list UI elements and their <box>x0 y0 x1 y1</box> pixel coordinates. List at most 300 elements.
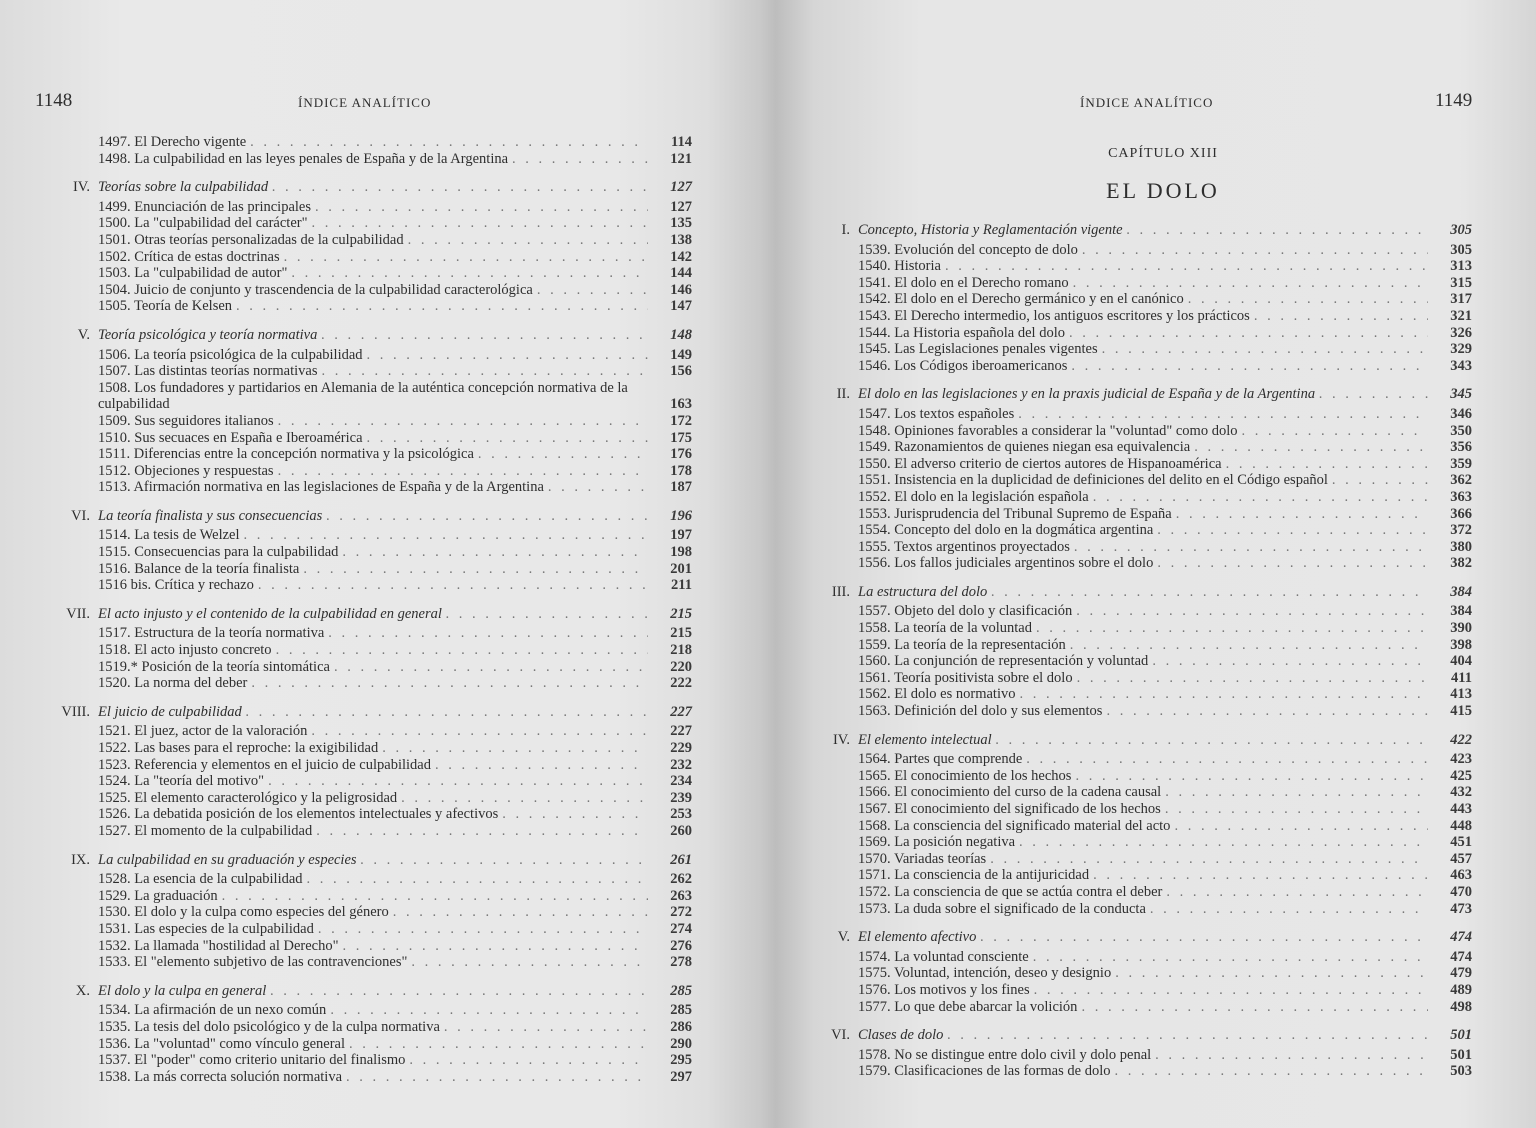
entry-text <box>98 642 272 659</box>
entry-text <box>98 479 544 496</box>
entry-title: El "elemento subjetivo de las contravenciones" <box>134 954 408 971</box>
entry-number: 1522. <box>98 740 131 756</box>
section-title-wrap <box>98 179 648 196</box>
entry-text <box>858 801 1161 818</box>
entry-text-wrap <box>98 561 648 578</box>
entry-title: Las distintas teorías normativas <box>134 363 318 380</box>
entry-title: La teoría psicológica de la culpabilidad <box>134 346 363 363</box>
entry-text-wrap <box>858 999 1428 1016</box>
index-entry <box>52 215 692 232</box>
index-entry <box>52 446 692 463</box>
entry-page: 127 <box>670 198 692 215</box>
entry-page: 321 <box>1450 307 1472 324</box>
section-numeral: VI. <box>71 507 90 524</box>
index-entry <box>812 1063 1472 1080</box>
dot-leader <box>1082 242 1428 259</box>
entry-text <box>858 291 1184 308</box>
entry-title: El "poder" como criterio unitario del finalismo <box>134 1052 406 1069</box>
index-section <box>52 606 692 692</box>
section-numeral: V. <box>77 326 90 343</box>
entry-page: 443 <box>1450 801 1472 817</box>
dot-leader <box>1093 867 1428 884</box>
entry-page: 479 <box>1450 965 1472 982</box>
entry-text-wrap <box>98 265 648 282</box>
index-entry <box>52 1052 692 1069</box>
dot-leader <box>276 642 648 659</box>
entry-page: 176 <box>670 446 692 463</box>
entry-number: 1506. <box>98 346 131 363</box>
dot-leader <box>1319 386 1428 403</box>
entry-text-wrap <box>98 151 648 168</box>
entry-title: Teoría de Kelsen <box>134 298 233 315</box>
entry-text <box>858 784 1161 801</box>
entry-title: Enunciación de las principales <box>134 198 312 215</box>
entry-number: 1523. <box>98 756 131 773</box>
entry-number: 1565. <box>858 767 891 784</box>
entry-text <box>858 555 1153 572</box>
entry-text <box>858 439 1190 456</box>
section-heading <box>812 732 1472 749</box>
dot-leader <box>1036 620 1428 637</box>
entry-number: 1498. <box>98 150 131 167</box>
index-entry <box>812 999 1472 1016</box>
entry-title: El dolo es normativo <box>894 686 1016 703</box>
entry-title: El conocimiento del curso de la cadena causal <box>894 784 1162 801</box>
dot-leader <box>284 249 648 266</box>
section-title: El elemento afectivo <box>858 929 977 946</box>
entry-title: El dolo en el Derecho romano <box>894 274 1069 291</box>
entry-text <box>98 1052 405 1069</box>
dot-leader <box>1241 423 1428 440</box>
index-entry <box>52 282 692 299</box>
entry-title: La voluntad consciente <box>894 948 1029 965</box>
index-entry <box>52 773 692 790</box>
running-head: ÍNDICE ANALÍTICO <box>298 95 432 110</box>
entry-text <box>858 308 1250 325</box>
index-entry <box>52 904 692 921</box>
section-title: Teoría psicológica y teoría normativa <box>98 326 318 343</box>
entry-page: 262 <box>670 871 692 888</box>
entry-number: 1533. <box>98 954 131 971</box>
entry-text-wrap <box>98 413 648 430</box>
entry-title: La norma del deber <box>134 675 248 692</box>
entry-title: Objeto del dolo y clasificación <box>894 603 1073 620</box>
entry-page: 470 <box>1450 883 1472 900</box>
entry-page: 260 <box>670 822 692 839</box>
entry-text <box>98 823 312 840</box>
dot-leader <box>502 806 648 823</box>
entry-page: 156 <box>670 363 692 380</box>
entry-text-wrap <box>98 642 648 659</box>
dot-leader <box>996 732 1428 749</box>
index-section <box>812 222 1472 374</box>
entry-text-wrap <box>858 258 1428 275</box>
entry-title: Evolución del concepto de dolo <box>894 241 1078 258</box>
index-entry <box>812 884 1472 901</box>
section-heading <box>52 606 692 623</box>
entry-text-wrap <box>98 544 648 561</box>
entry-title: El dolo y la culpa como especies del género <box>134 904 389 921</box>
entry-number: 1497. <box>98 134 131 150</box>
entry-text <box>858 275 1069 292</box>
entry-text <box>98 151 508 168</box>
dot-leader <box>382 740 648 757</box>
section-numeral: I. <box>841 222 850 238</box>
entry-title: La tesis del dolo psicológico y de la culpa normativa <box>134 1018 440 1035</box>
index-entry <box>812 818 1472 835</box>
entry-title: Partes que comprende <box>894 751 1023 768</box>
dot-leader <box>312 215 648 232</box>
entry-text-wrap <box>98 1002 648 1019</box>
entry-title: La "culpabilidad del carácter" <box>134 215 308 232</box>
dot-leader <box>512 151 648 168</box>
section-title: Teorías sobre la culpabilidad <box>98 179 269 196</box>
entry-text-wrap <box>858 818 1428 835</box>
entry-page: 451 <box>1450 834 1472 851</box>
dot-leader <box>258 577 648 594</box>
entry-title: Los motivos y los fines <box>894 981 1030 998</box>
index-entry <box>52 265 692 282</box>
dot-leader <box>990 851 1428 868</box>
entry-page: 384 <box>1450 603 1472 620</box>
entry-page: 142 <box>670 248 692 265</box>
entry-title: El momento de la culpabilidad <box>134 822 313 839</box>
index-entry <box>52 561 692 578</box>
dot-leader <box>367 430 648 447</box>
index-entry <box>812 1047 1472 1064</box>
index-list <box>812 222 1472 1080</box>
entry-title: Historia <box>894 258 941 275</box>
entry-number: 1576. <box>858 981 891 998</box>
entry-page: 198 <box>670 544 692 561</box>
entry-number: 1573. <box>858 900 891 917</box>
entry-text-wrap <box>98 1069 648 1086</box>
entry-text-wrap <box>858 539 1428 556</box>
chapter-label: CAPÍTULO XIII <box>1108 146 1218 161</box>
entry-text <box>858 358 1067 375</box>
entry-page: 503 <box>1450 1063 1472 1080</box>
entry-text <box>98 938 339 955</box>
entry-text-wrap <box>98 232 648 249</box>
entry-text <box>858 867 1089 884</box>
entry-number: 1579. <box>858 1063 891 1080</box>
entry-title: Sus seguidores italianos <box>134 412 274 429</box>
index-entry <box>812 867 1472 884</box>
entry-text-wrap <box>98 298 648 315</box>
entry-page: 146 <box>670 281 692 298</box>
entry-number: 1526. <box>98 806 131 823</box>
section-numeral: IV. <box>72 179 90 196</box>
entry-page: 463 <box>1450 867 1472 884</box>
entry-page: 346 <box>1450 405 1472 422</box>
index-entry <box>52 757 692 774</box>
index-section <box>52 704 692 840</box>
section-numeral: IV. <box>832 731 850 748</box>
entry-text <box>858 489 1089 506</box>
entry-text <box>98 527 240 544</box>
entry-text-wrap <box>858 703 1428 720</box>
entry-title: La duda sobre el significado de la conducta <box>894 900 1146 917</box>
entry-title: No se distingue entre dolo civil y dolo penal <box>894 1046 1152 1063</box>
entry-text <box>98 134 246 151</box>
entry-title: La consciencia de la antijuricidad <box>894 867 1090 884</box>
index-entry <box>812 784 1472 801</box>
index-entry <box>52 888 692 905</box>
entry-page: 144 <box>670 265 692 282</box>
section-page: 127 <box>670 179 692 196</box>
entry-title: Objeciones y respuestas <box>134 462 274 479</box>
entry-title: La esencia de la culpabilidad <box>134 871 303 888</box>
entry-text-wrap <box>98 938 648 955</box>
entry-number: 1554. <box>858 522 891 539</box>
entry-text-wrap <box>858 982 1428 999</box>
dot-leader <box>1176 506 1428 523</box>
entry-page: 366 <box>1450 505 1472 522</box>
dot-leader <box>1174 818 1428 835</box>
entry-title: Opiniones favorables a considerar la "voluntad" como dolo <box>894 422 1238 439</box>
entry-number: 1516. <box>98 560 131 577</box>
index-entry <box>812 965 1472 982</box>
entry-page: 305 <box>1450 241 1472 258</box>
dot-leader <box>411 954 648 971</box>
entry-number: 1510. <box>98 429 131 446</box>
entry-text <box>858 325 1065 342</box>
entry-text-wrap <box>858 358 1428 375</box>
dot-leader <box>1157 555 1428 572</box>
index-entry <box>52 1002 692 1019</box>
dot-leader <box>1033 949 1428 966</box>
entry-title: Crítica de estas doctrinas <box>134 248 280 265</box>
entry-page: 234 <box>670 773 692 790</box>
entry-number: 1516 bis. <box>98 577 152 594</box>
entry-title: El Derecho vigente <box>134 134 247 150</box>
section-heading <box>52 983 692 1000</box>
dot-leader <box>278 413 648 430</box>
entry-text <box>98 675 247 692</box>
section-title-wrap <box>858 584 1428 601</box>
entry-text <box>98 413 274 430</box>
index-entry <box>812 555 1472 572</box>
entry-title: El Derecho intermedio, los antiguos escritores y los prácticos <box>894 307 1250 324</box>
dot-leader <box>1019 686 1428 703</box>
dot-leader <box>1155 1047 1428 1064</box>
entry-text-wrap <box>98 1036 648 1053</box>
dot-leader <box>250 134 648 151</box>
entry-page: 457 <box>1450 850 1472 867</box>
dot-leader <box>1152 653 1428 670</box>
dot-leader <box>311 723 648 740</box>
index-section <box>52 134 692 167</box>
dot-leader <box>303 561 648 578</box>
entry-text-wrap <box>98 740 648 757</box>
index-entry <box>52 413 692 430</box>
entry-number: 1515. <box>98 544 131 561</box>
entry-number: 1550. <box>858 455 891 472</box>
section-title-wrap <box>858 222 1428 239</box>
entry-page: 363 <box>1450 488 1472 505</box>
entry-title: La teoría de la voluntad <box>894 620 1032 637</box>
section-page: 227 <box>670 703 692 720</box>
entry-text <box>98 199 311 216</box>
dot-leader <box>1166 884 1428 901</box>
entry-number: 1572. <box>858 883 891 900</box>
entry-text-wrap <box>98 430 648 447</box>
dot-leader <box>446 606 648 623</box>
section-title: El dolo y la culpa en general <box>98 982 267 999</box>
entry-text <box>858 818 1170 835</box>
entry-text-wrap <box>98 625 648 642</box>
entry-text <box>858 506 1172 523</box>
entry-number: 1528. <box>98 871 131 888</box>
entry-text-wrap <box>858 949 1428 966</box>
dot-leader <box>326 508 648 525</box>
dot-leader <box>346 1069 648 1086</box>
entry-text-wrap <box>858 406 1428 423</box>
entry-text-wrap <box>858 784 1428 801</box>
entry-page: 211 <box>671 577 692 594</box>
entry-page: 411 <box>1451 669 1472 686</box>
index-entry <box>812 949 1472 966</box>
entry-page: 276 <box>670 937 692 954</box>
index-entry <box>52 1019 692 1036</box>
index-entry <box>52 675 692 692</box>
dot-leader <box>1075 768 1428 785</box>
entry-title: La teoría de la representación <box>894 636 1066 653</box>
entry-text <box>858 901 1146 918</box>
entry-number: 1552. <box>858 488 891 505</box>
entry-text <box>98 347 363 364</box>
entry-text <box>858 670 1073 687</box>
entry-text <box>98 463 274 480</box>
entry-text <box>858 768 1071 785</box>
entry-number: 1544. <box>858 324 891 341</box>
index-entry <box>52 823 692 840</box>
entry-text <box>858 982 1030 999</box>
entry-text-wrap <box>858 670 1428 687</box>
entry-title: Clasificaciones de las formas de dolo <box>894 1063 1111 1080</box>
dot-leader <box>1332 472 1428 489</box>
entry-title: Los textos españoles <box>894 405 1015 422</box>
dot-leader <box>349 1036 648 1053</box>
index-entry <box>52 249 692 266</box>
entry-text-wrap <box>858 291 1428 308</box>
index-entry <box>52 527 692 544</box>
index-entry <box>52 740 692 757</box>
entry-page: 147 <box>670 298 692 315</box>
entry-page: 390 <box>1450 620 1472 637</box>
index-entry <box>52 380 692 413</box>
entry-number: 1569. <box>858 834 891 851</box>
entry-title: La Historia española del dolo <box>894 324 1065 341</box>
dot-leader <box>222 888 648 905</box>
index-section <box>812 929 1472 1015</box>
section-heading <box>52 508 692 525</box>
entry-text-wrap <box>98 577 648 594</box>
entry-page: 201 <box>670 560 692 577</box>
entry-page: 474 <box>1450 948 1472 965</box>
index-entry <box>812 358 1472 375</box>
entry-text <box>98 561 299 578</box>
entry-title: El adverso criterio de ciertos autores de Hispanoamérica <box>894 455 1222 472</box>
index-entry <box>52 199 692 216</box>
entry-title: El acto injusto concreto <box>134 642 272 659</box>
index-entry <box>52 642 692 659</box>
dot-leader <box>278 463 648 480</box>
entry-page: 286 <box>670 1018 692 1035</box>
entry-text-wrap <box>858 325 1428 342</box>
index-entry <box>812 834 1472 851</box>
section-page: 261 <box>670 851 692 868</box>
entry-text <box>98 1069 342 1086</box>
entry-text-wrap <box>858 768 1428 785</box>
index-entry <box>812 258 1472 275</box>
dot-leader <box>1165 801 1428 818</box>
dot-leader <box>1150 901 1428 918</box>
entry-title: La posición negativa <box>894 834 1016 851</box>
entry-text <box>858 686 1015 703</box>
index-entry <box>52 151 692 168</box>
entry-page: 187 <box>670 479 692 496</box>
entry-text <box>98 249 280 266</box>
section-title-wrap <box>98 606 648 623</box>
index-entry <box>52 659 692 676</box>
index-entry <box>52 938 692 955</box>
entry-page: 432 <box>1450 784 1472 801</box>
entry-text-wrap <box>98 282 648 299</box>
entry-text <box>858 1063 1110 1080</box>
index-entry <box>52 871 692 888</box>
dot-leader <box>236 298 648 315</box>
dot-leader <box>1074 539 1428 556</box>
entry-text-wrap <box>858 653 1428 670</box>
index-entry <box>812 768 1472 785</box>
entry-number: 1501. <box>98 231 131 248</box>
entry-title: Estructura de la teoría normativa <box>134 625 325 642</box>
entry-page: 278 <box>670 954 692 971</box>
entry-title: Insistencia en la duplicidad de definiciones del delito en el Código español <box>894 472 1328 489</box>
entry-page: 138 <box>670 231 692 248</box>
dot-leader <box>246 704 648 721</box>
section-title: El juicio de culpabilidad <box>98 703 242 720</box>
section-numeral: II. <box>836 386 850 403</box>
dot-leader <box>1102 341 1428 358</box>
entry-number: 1575. <box>858 965 891 982</box>
dot-leader <box>328 625 648 642</box>
section-page: 305 <box>1450 222 1472 238</box>
entry-text-wrap <box>98 363 648 380</box>
entry-text-wrap <box>98 723 648 740</box>
entry-number: 1568. <box>858 817 891 834</box>
index-entry <box>52 1069 692 1086</box>
index-entry <box>812 653 1472 670</box>
entry-text <box>98 232 404 249</box>
entry-text <box>98 577 254 594</box>
section-page: 474 <box>1450 929 1472 946</box>
entry-title: La consciencia del significado material del acto <box>894 817 1171 834</box>
section-title: La teoría finalista y sus consecuencias <box>98 507 323 524</box>
section-title: La estructura del dolo <box>858 583 988 600</box>
entry-title: Voluntad, intención, deseo y designio <box>894 965 1112 982</box>
entry-title: La consciencia de que se actúa contra el deber <box>894 883 1163 900</box>
entry-text-wrap <box>98 479 648 496</box>
dot-leader <box>1127 222 1428 239</box>
entry-number: 1508. <box>98 379 131 396</box>
entry-text-wrap <box>858 1063 1428 1080</box>
entry-number: 1535. <box>98 1018 131 1035</box>
entry-number: 1512. <box>98 462 131 479</box>
entry-text-wrap <box>858 472 1428 489</box>
entry-page: 413 <box>1450 686 1472 703</box>
